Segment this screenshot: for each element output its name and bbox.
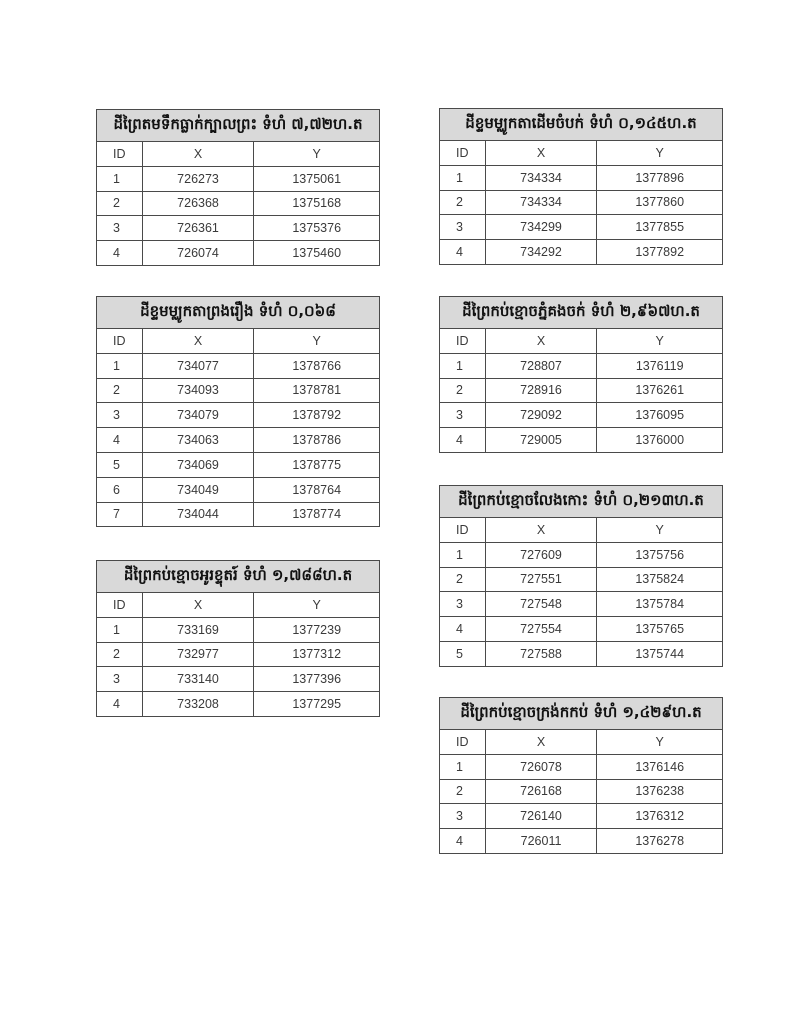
- table-row: [97, 692, 380, 717]
- x-coordinate-cell: 726368: [142, 191, 254, 216]
- y-coordinate-cell: 1376238: [597, 779, 723, 804]
- column-header-x: X: [485, 518, 597, 543]
- point-id-cell: 2: [97, 191, 143, 216]
- y-coordinate-cell: 1375061: [254, 166, 380, 191]
- point-id-cell: 4: [97, 692, 143, 717]
- y-coordinate-cell: 1375460: [254, 241, 380, 266]
- coordinate-table: [439, 697, 723, 854]
- y-coordinate-cell: 1376261: [597, 378, 723, 403]
- column-header-row: [440, 329, 723, 354]
- column-header-x: X: [485, 329, 597, 354]
- point-id-cell: 4: [440, 829, 486, 854]
- table-title-row: [97, 110, 380, 142]
- y-coordinate-cell: 1377855: [597, 215, 723, 240]
- x-coordinate-cell: 734077: [142, 353, 254, 378]
- point-id-cell: 1: [440, 353, 486, 378]
- table-row: [97, 452, 380, 477]
- column-header-x: X: [142, 142, 254, 167]
- point-id-cell: 1: [440, 542, 486, 567]
- table-title: ដីព្រៃកប់ខ្មោចក្រង់កកប់ ទំហំ ១,៤២៩ហ.ត: [440, 698, 723, 730]
- table-row: [440, 190, 723, 215]
- y-coordinate-cell: 1376095: [597, 403, 723, 428]
- table-title-row: [97, 561, 380, 593]
- table-row: [440, 804, 723, 829]
- table-row: [97, 166, 380, 191]
- table-title-row: [440, 297, 723, 329]
- column-header-id: ID: [440, 730, 486, 755]
- coordinate-table: [96, 296, 380, 527]
- x-coordinate-cell: 727588: [485, 641, 597, 666]
- x-coordinate-cell: 729092: [485, 403, 597, 428]
- table-title: ដីព្រៃកប់ខ្មោចភ្នំគងចក់ ទំហំ ២,៩៦៧ហ.ត: [440, 297, 723, 329]
- point-id-cell: 4: [97, 428, 143, 453]
- column-header-x: X: [485, 730, 597, 755]
- column-header-y: Y: [254, 142, 380, 167]
- x-coordinate-cell: 728916: [485, 378, 597, 403]
- point-id-cell: 1: [97, 166, 143, 191]
- y-coordinate-cell: 1375744: [597, 641, 723, 666]
- y-coordinate-cell: 1378774: [254, 502, 380, 527]
- point-id-cell: 2: [440, 190, 486, 215]
- x-coordinate-cell: 733169: [142, 617, 254, 642]
- table-row: [440, 378, 723, 403]
- y-coordinate-cell: 1377860: [597, 190, 723, 215]
- point-id-cell: 4: [440, 240, 486, 265]
- table-title: ដីខ្ទមម្ឈូកតាព្រងរឿង ទំហំ ០,០៦៨: [97, 297, 380, 329]
- x-coordinate-cell: 734292: [485, 240, 597, 265]
- table-row: [440, 617, 723, 642]
- x-coordinate-cell: 726140: [485, 804, 597, 829]
- y-coordinate-cell: 1375765: [597, 617, 723, 642]
- table-row: [440, 567, 723, 592]
- point-id-cell: 7: [97, 502, 143, 527]
- x-coordinate-cell: 734049: [142, 477, 254, 502]
- column-header-row: [97, 593, 380, 618]
- table-row: [97, 191, 380, 216]
- y-coordinate-cell: 1376312: [597, 804, 723, 829]
- point-id-cell: 6: [97, 477, 143, 502]
- column-header-id: ID: [440, 141, 486, 166]
- point-id-cell: 2: [440, 378, 486, 403]
- table-row: [97, 378, 380, 403]
- x-coordinate-cell: 726011: [485, 829, 597, 854]
- y-coordinate-cell: 1378781: [254, 378, 380, 403]
- column-header-x: X: [485, 141, 597, 166]
- x-coordinate-cell: 726273: [142, 166, 254, 191]
- table-row: [97, 502, 380, 527]
- table-row: [440, 829, 723, 854]
- table-title-row: [440, 698, 723, 730]
- column-header-id: ID: [440, 329, 486, 354]
- x-coordinate-cell: 726168: [485, 779, 597, 804]
- point-id-cell: 4: [440, 428, 486, 453]
- coordinate-table: [96, 560, 380, 717]
- point-id-cell: 3: [97, 216, 143, 241]
- point-id-cell: 2: [97, 642, 143, 667]
- y-coordinate-cell: 1378775: [254, 452, 380, 477]
- table-row: [97, 667, 380, 692]
- table-row: [97, 353, 380, 378]
- point-id-cell: 1: [97, 353, 143, 378]
- point-id-cell: 3: [97, 403, 143, 428]
- table-row: [440, 240, 723, 265]
- y-coordinate-cell: 1377396: [254, 667, 380, 692]
- point-id-cell: 5: [440, 641, 486, 666]
- table-row: [97, 477, 380, 502]
- table-title: ដីព្រៃកប់ខ្មោចអូរខ្ទុតរ៍ ទំហំ ១,៧៨៨ហ.ត: [97, 561, 380, 593]
- table-row: [97, 642, 380, 667]
- x-coordinate-cell: 734299: [485, 215, 597, 240]
- table-row: [97, 241, 380, 266]
- table-row: [440, 592, 723, 617]
- y-coordinate-cell: 1376146: [597, 754, 723, 779]
- table-title: ដីខ្ទមម្ឈូកតាដើមចំបក់ ទំហំ ០,១៤៥ហ.ត: [440, 109, 723, 141]
- coordinate-table: [439, 485, 723, 667]
- column-header-id: ID: [97, 329, 143, 354]
- table-title-row: [97, 297, 380, 329]
- table-row: [97, 428, 380, 453]
- column-header-x: X: [142, 593, 254, 618]
- point-id-cell: 3: [97, 667, 143, 692]
- y-coordinate-cell: 1377295: [254, 692, 380, 717]
- coordinate-table: [96, 109, 380, 266]
- y-coordinate-cell: 1378792: [254, 403, 380, 428]
- table-row: [97, 403, 380, 428]
- point-id-cell: 2: [97, 378, 143, 403]
- x-coordinate-cell: 728807: [485, 353, 597, 378]
- table-title: ដីព្រៃកប់ខ្មោចលែងកោះ ទំហំ ០,២១៣ហ.ត: [440, 486, 723, 518]
- x-coordinate-cell: 726078: [485, 754, 597, 779]
- column-header-row: [440, 141, 723, 166]
- y-coordinate-cell: 1375376: [254, 216, 380, 241]
- column-header-y: Y: [597, 518, 723, 543]
- table-row: [97, 617, 380, 642]
- table-row: [97, 216, 380, 241]
- column-header-y: Y: [254, 593, 380, 618]
- column-header-y: Y: [597, 141, 723, 166]
- column-header-y: Y: [597, 730, 723, 755]
- point-id-cell: 5: [97, 452, 143, 477]
- table-title: ដីព្រៃតមទឹកធ្លាក់ក្បាលព្រះ ទំហំ ៧,៧២ហ.ត: [97, 110, 380, 142]
- column-header-x: X: [142, 329, 254, 354]
- point-id-cell: 3: [440, 804, 486, 829]
- point-id-cell: 2: [440, 567, 486, 592]
- table-row: [440, 641, 723, 666]
- point-id-cell: 1: [97, 617, 143, 642]
- column-header-id: ID: [97, 142, 143, 167]
- x-coordinate-cell: 726074: [142, 241, 254, 266]
- column-header-row: [440, 730, 723, 755]
- point-id-cell: 1: [440, 165, 486, 190]
- column-header-y: Y: [597, 329, 723, 354]
- table-row: [440, 779, 723, 804]
- column-header-y: Y: [254, 329, 380, 354]
- coordinate-table: [439, 108, 723, 265]
- point-id-cell: 3: [440, 215, 486, 240]
- point-id-cell: 4: [97, 241, 143, 266]
- table-row: [440, 542, 723, 567]
- column-header-row: [97, 142, 380, 167]
- x-coordinate-cell: 734044: [142, 502, 254, 527]
- y-coordinate-cell: 1375756: [597, 542, 723, 567]
- x-coordinate-cell: 733208: [142, 692, 254, 717]
- y-coordinate-cell: 1375784: [597, 592, 723, 617]
- x-coordinate-cell: 734063: [142, 428, 254, 453]
- table-row: [440, 215, 723, 240]
- point-id-cell: 2: [440, 779, 486, 804]
- column-header-id: ID: [440, 518, 486, 543]
- table-title-row: [440, 109, 723, 141]
- y-coordinate-cell: 1378764: [254, 477, 380, 502]
- table-row: [440, 403, 723, 428]
- x-coordinate-cell: 733140: [142, 667, 254, 692]
- x-coordinate-cell: 734093: [142, 378, 254, 403]
- table-row: [440, 353, 723, 378]
- table-row: [440, 428, 723, 453]
- point-id-cell: 3: [440, 592, 486, 617]
- y-coordinate-cell: 1377896: [597, 165, 723, 190]
- coordinate-table: [439, 296, 723, 453]
- table-row: [440, 754, 723, 779]
- point-id-cell: 4: [440, 617, 486, 642]
- table-title-row: [440, 486, 723, 518]
- y-coordinate-cell: 1378766: [254, 353, 380, 378]
- point-id-cell: 1: [440, 754, 486, 779]
- y-coordinate-cell: 1375168: [254, 191, 380, 216]
- y-coordinate-cell: 1378786: [254, 428, 380, 453]
- table-row: [440, 165, 723, 190]
- y-coordinate-cell: 1375824: [597, 567, 723, 592]
- y-coordinate-cell: 1377892: [597, 240, 723, 265]
- x-coordinate-cell: 732977: [142, 642, 254, 667]
- x-coordinate-cell: 727609: [485, 542, 597, 567]
- x-coordinate-cell: 734334: [485, 165, 597, 190]
- x-coordinate-cell: 734069: [142, 452, 254, 477]
- x-coordinate-cell: 729005: [485, 428, 597, 453]
- y-coordinate-cell: 1376119: [597, 353, 723, 378]
- x-coordinate-cell: 727554: [485, 617, 597, 642]
- point-id-cell: 3: [440, 403, 486, 428]
- x-coordinate-cell: 734079: [142, 403, 254, 428]
- column-header-id: ID: [97, 593, 143, 618]
- x-coordinate-cell: 726361: [142, 216, 254, 241]
- y-coordinate-cell: 1377239: [254, 617, 380, 642]
- x-coordinate-cell: 727551: [485, 567, 597, 592]
- y-coordinate-cell: 1377312: [254, 642, 380, 667]
- column-header-row: [440, 518, 723, 543]
- x-coordinate-cell: 727548: [485, 592, 597, 617]
- column-header-row: [97, 329, 380, 354]
- x-coordinate-cell: 734334: [485, 190, 597, 215]
- y-coordinate-cell: 1376278: [597, 829, 723, 854]
- y-coordinate-cell: 1376000: [597, 428, 723, 453]
